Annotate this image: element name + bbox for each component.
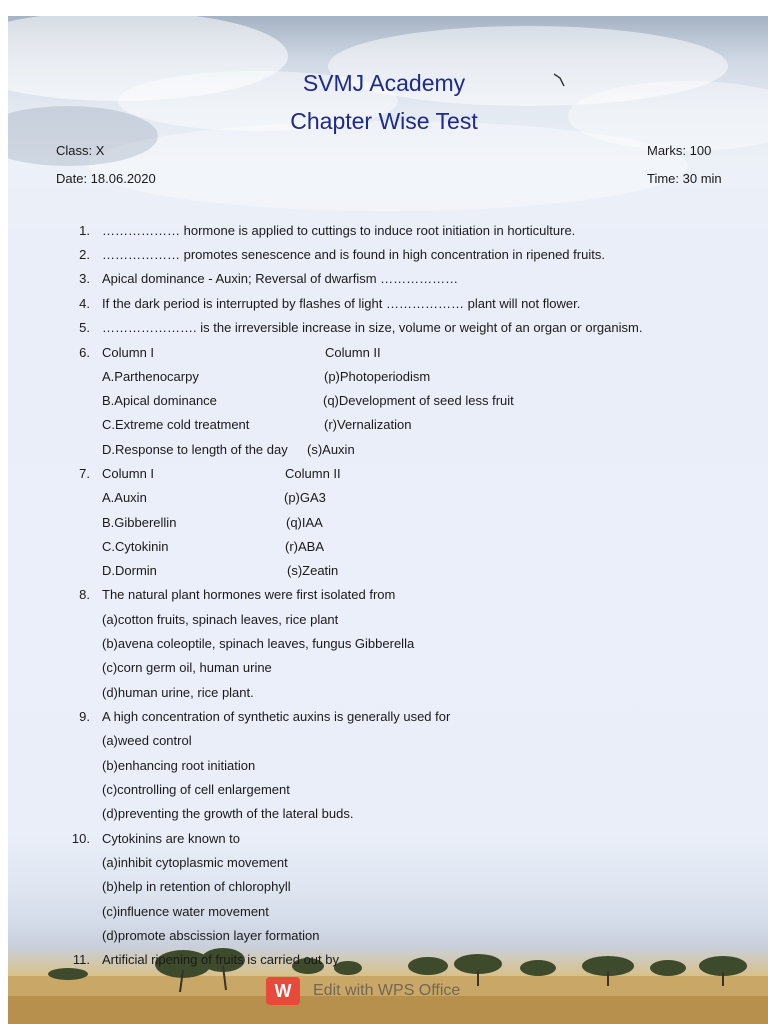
option: (c)influence water movement <box>102 904 269 919</box>
question-number: 6. <box>79 345 90 360</box>
academy-title: SVMJ Academy <box>302 70 466 96</box>
column-header: Column II <box>285 466 341 481</box>
match-left: D.Dormin <box>102 563 157 578</box>
match-left: C.Extreme cold treatment <box>102 417 250 432</box>
match-left: A.Parthenocarpy <box>102 369 199 384</box>
match-right: (r)ABA <box>285 539 324 554</box>
question-number: 4. <box>79 296 90 311</box>
option: (d)promote abscission layer formation <box>102 928 320 943</box>
match-left: C.Cytokinin <box>102 539 169 554</box>
column-header: Column II <box>325 345 381 360</box>
match-right: (p)GA3 <box>284 490 326 505</box>
match-left: A.Auxin <box>102 490 147 505</box>
question-number: 9. <box>79 709 90 724</box>
question-number: 2. <box>79 247 90 262</box>
match-left: B.Gibberellin <box>102 515 177 530</box>
question-number: 5. <box>79 320 90 335</box>
question-number: 7. <box>79 466 90 481</box>
question-number: 1. <box>79 223 90 238</box>
test-title: Chapter Wise Test <box>290 108 478 134</box>
question-text: ……………… hormone is applied to cuttings to induce root initiation in horticulture. <box>102 223 576 238</box>
match-right: (r)Vernalization <box>324 417 412 432</box>
option: (c)controlling of cell enlargement <box>102 782 290 797</box>
question-number: 11. <box>72 952 90 967</box>
option: (c)corn germ oil, human urine <box>102 660 272 675</box>
question-text: If the dark period is interrupted by flashes of light ……………… plant will not flower. <box>102 296 581 311</box>
question-text: Artificial ripening of fruits is carried out by <box>102 952 339 967</box>
question-number: 8. <box>79 587 90 602</box>
question-number: 10. <box>71 831 90 846</box>
match-right: (q)IAA <box>286 515 323 530</box>
question-text: Cytokinins are known to <box>102 831 241 846</box>
match-right: (s)Zeatin <box>287 563 339 578</box>
option: (b)enhancing root initiation <box>102 758 256 773</box>
match-right: (p)Photoperiodism <box>324 369 431 384</box>
option: (b)help in retention of chlorophyll <box>102 879 291 894</box>
wps-logo-icon: W <box>266 977 300 1005</box>
option: (b)avena coleoptile, spinach leaves, fungus Gibberella <box>102 636 415 651</box>
column-header: Column I <box>102 345 155 360</box>
match-right: (s)Auxin <box>307 442 355 457</box>
sky-clouds <box>8 16 768 256</box>
marks-label: Marks: 100 <box>647 143 712 158</box>
question-text: Apical dominance - Auxin; Reversal of dwarfism ……………… <box>102 271 459 286</box>
question-text: …………………. is the irreversible increase in size, volume or weight of an organ or organism. <box>102 320 643 335</box>
option: (a)cotton fruits, spinach leaves, rice plant <box>102 612 339 627</box>
time-label: Time: 30 min <box>647 171 722 186</box>
question-text: ……………… promotes senescence and is found in high concentration in ripened fruits. <box>102 247 605 262</box>
wps-watermark[interactable] <box>266 976 460 1006</box>
option: (d)human urine, rice plant. <box>102 685 254 700</box>
match-left: B.Apical dominance <box>102 393 217 408</box>
question-text: The natural plant hormones were first isolated from <box>102 587 396 602</box>
match-left: D.Response to length of the day <box>102 442 288 457</box>
date-label: Date: 18.06.2020 <box>56 171 156 186</box>
question-text: A high concentration of synthetic auxins is generally used for <box>102 709 451 724</box>
match-right: (q)Development of seed less fruit <box>323 393 514 408</box>
option: (a)weed control <box>102 733 192 748</box>
column-header: Column I <box>102 466 155 481</box>
question-number: 3. <box>79 271 90 286</box>
wps-watermark-text: Edit with WPS Office <box>313 982 461 999</box>
class-label: Class: X <box>56 143 105 158</box>
option: (a)inhibit cytoplasmic movement <box>102 855 288 870</box>
option: (d)preventing the growth of the lateral buds. <box>102 806 354 821</box>
